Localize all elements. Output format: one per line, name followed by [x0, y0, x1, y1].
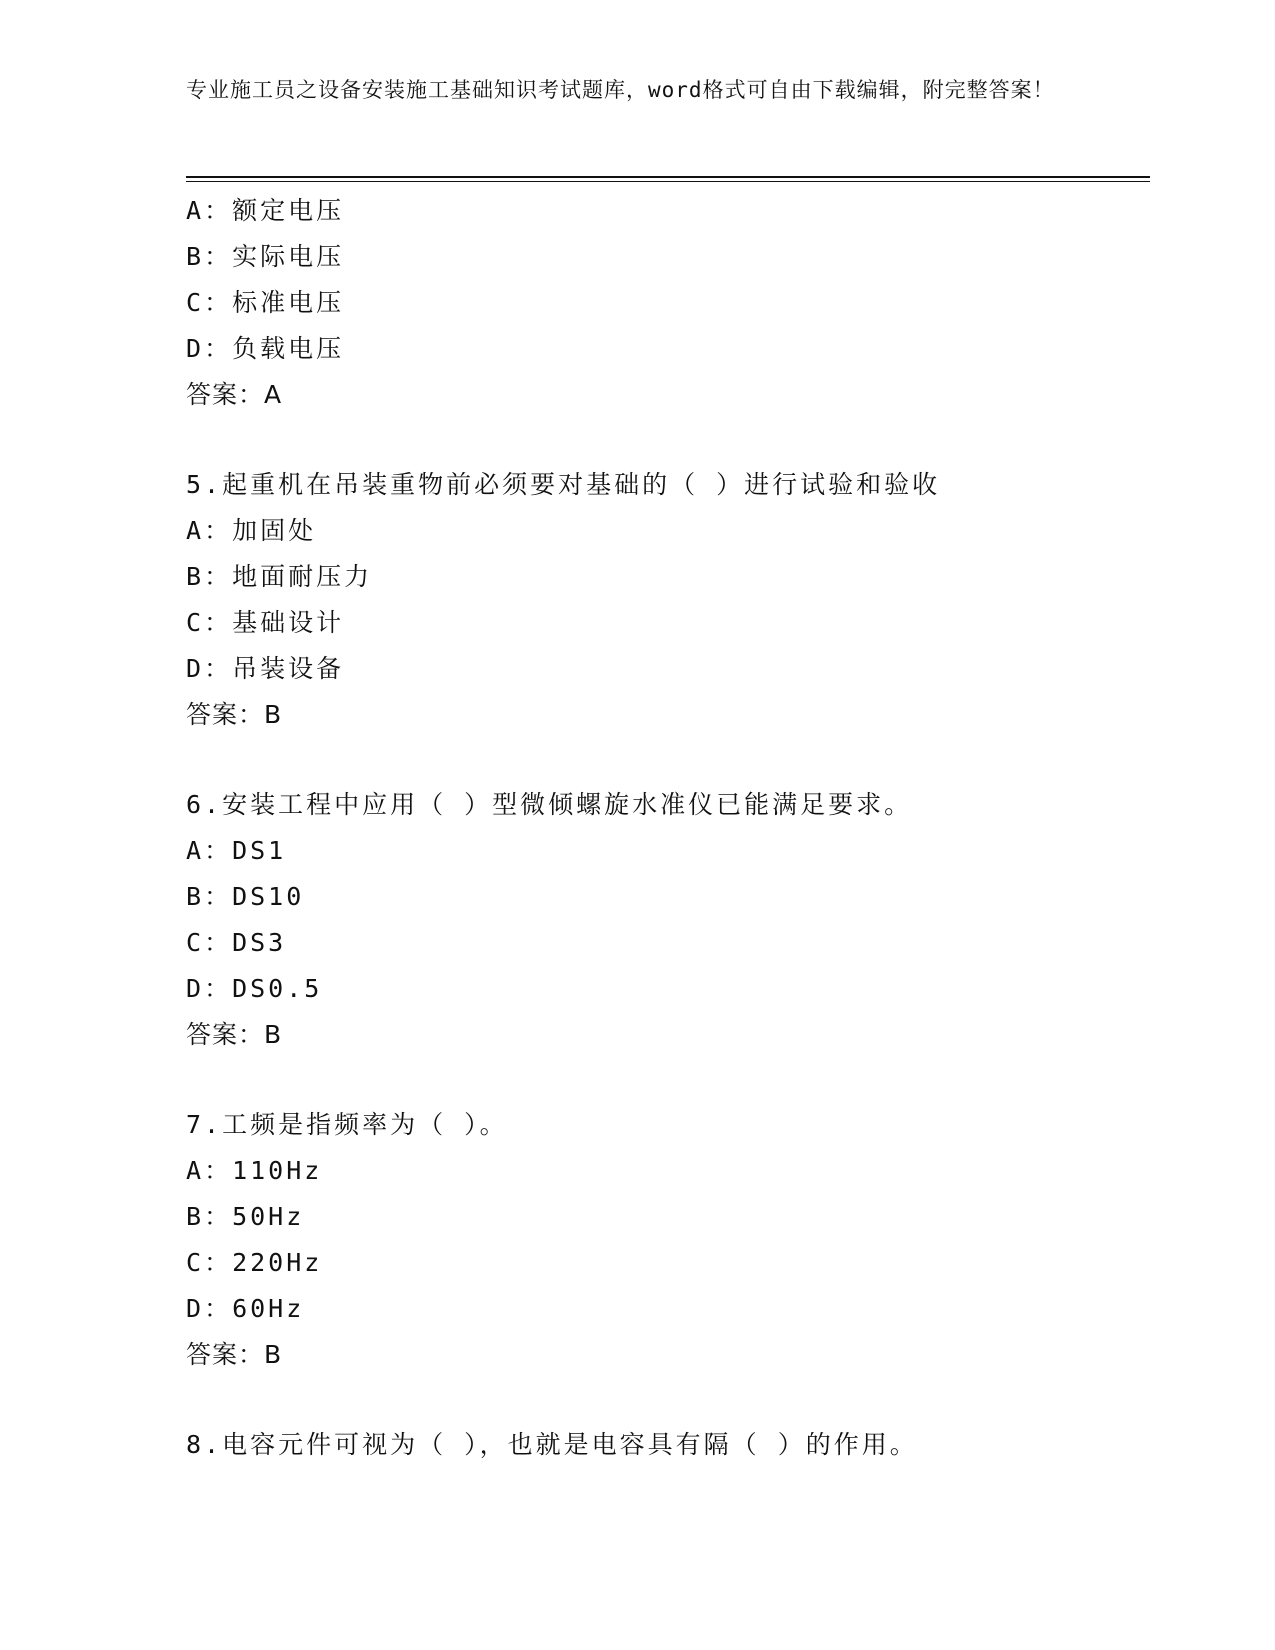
option-d: D：DS0.5	[186, 974, 323, 1003]
option-c: C：220Hz	[186, 1248, 323, 1277]
option-b: B：实际电压	[186, 242, 345, 271]
question-block	[186, 1422, 1150, 1468]
option-b: B：50Hz	[186, 1202, 305, 1231]
option-a: A：DS1	[186, 836, 287, 865]
document-header: 专业施工员之设备安装施工基础知识考试题库，word格式可自由下载编辑，附完整答案！	[186, 78, 1055, 102]
option-c: C：基础设计	[186, 608, 345, 637]
option-d: D：吊装设备	[186, 654, 345, 683]
option-d: D：60Hz	[186, 1294, 305, 1323]
header-divider-thin	[186, 181, 1150, 182]
option-b: B：DS10	[186, 882, 305, 911]
question-block	[186, 1102, 1150, 1378]
option-c: C：DS3	[186, 928, 287, 957]
option-d: D：负载电压	[186, 334, 345, 363]
question-block	[186, 188, 1150, 418]
answer-line: 答案：B	[186, 1020, 283, 1049]
question-block	[186, 782, 1150, 1058]
option-a: A：额定电压	[186, 196, 345, 225]
option-b: B：地面耐压力	[186, 562, 373, 591]
option-a: A：110Hz	[186, 1156, 323, 1185]
question-title: 6.安装工程中应用（ ）型微倾螺旋水准仪已能满足要求。	[186, 790, 913, 819]
answer-line: 答案：A	[186, 380, 283, 409]
question-block	[186, 462, 1150, 738]
answer-line: 答案：B	[186, 1340, 283, 1369]
answer-line: 答案：B	[186, 700, 283, 729]
question-title: 7.工频是指频率为（ ）。	[186, 1110, 508, 1139]
option-a: A：加固处	[186, 516, 317, 545]
header-divider-thick	[186, 176, 1150, 178]
question-title: 5.起重机在吊装重物前必须要对基础的（ ）进行试验和验收	[186, 470, 941, 499]
option-c: C：标准电压	[186, 288, 345, 317]
question-title: 8.电容元件可视为（ ），也就是电容具有隔（ ）的作用。	[186, 1430, 918, 1459]
question-list	[186, 188, 1150, 1468]
